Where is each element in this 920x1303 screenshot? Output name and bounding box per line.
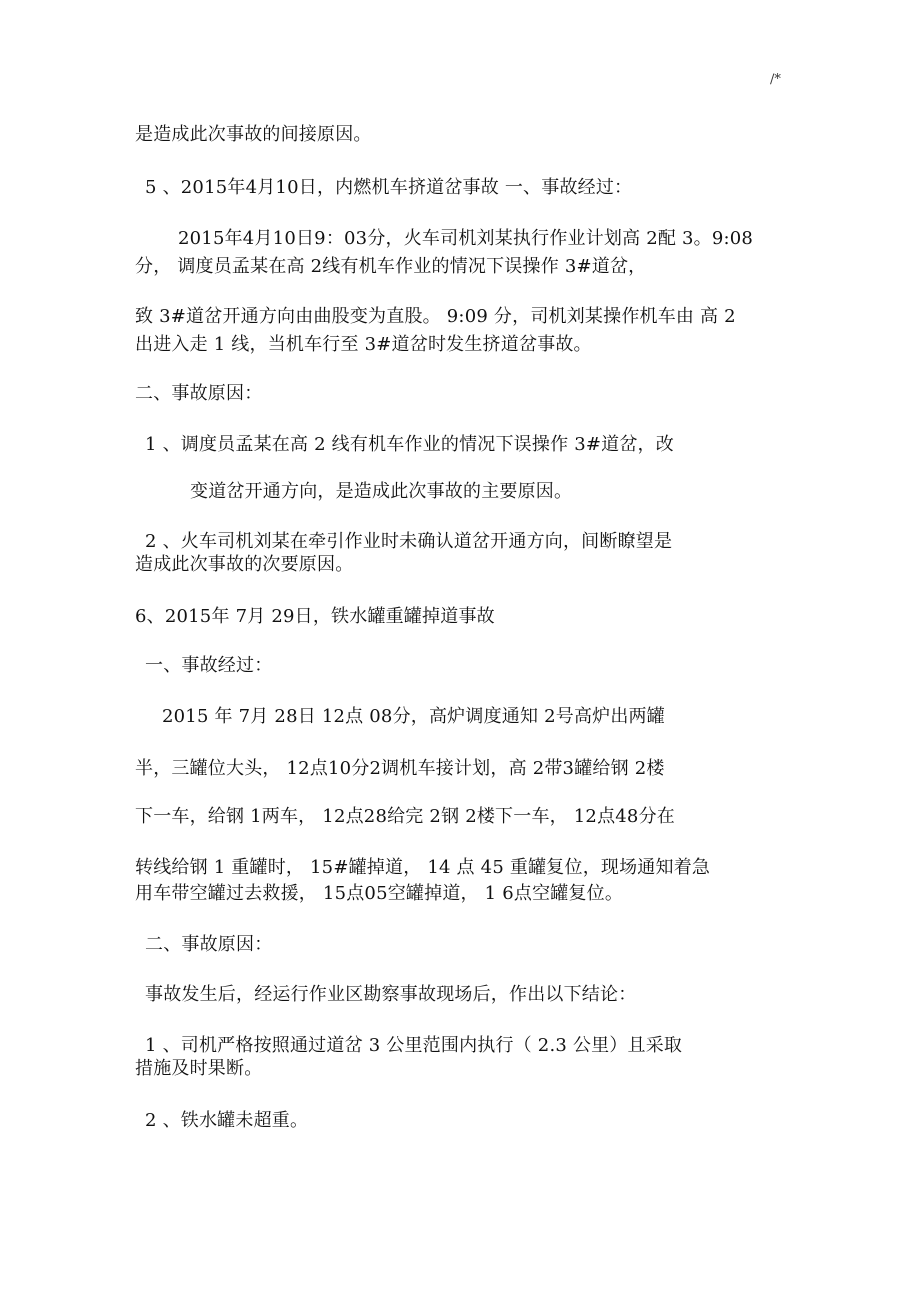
text-line: 变道岔开通方向，是造成此次事故的主要原因。 — [190, 481, 573, 502]
text-line: 下一车，给钢 1两车， 12点28给完 2钢 2楼下一车， 12点48分在 — [135, 806, 675, 827]
subsection-heading: 二、事故原因： — [145, 934, 273, 955]
section-heading: 5 、2015年4月10日，内燃机车挤道岔事故 一、事故经过： — [145, 177, 633, 198]
text-line: 致 3#道岔开通方向由曲股变为直股。 9:09 分，司机刘某操作机车由 高 2 — [135, 306, 736, 327]
list-item: 2 、火车司机刘某在牵引作业时未确认道岔开通方向，间断瞭望是 — [145, 531, 673, 552]
text-line: 分， 调度员孟某在高 2线有机车作业的情况下误操作 3#道岔， — [135, 256, 647, 277]
text-line: 事故发生后，经运行作业区勘察事故现场后，作出以下结论： — [145, 984, 637, 1005]
text-line: 措施及时果断。 — [135, 1058, 263, 1079]
subsection-heading: 一、事故经过： — [145, 655, 273, 676]
text-line: 2015 年 7月 28日 12点 08分，高炉调度通知 2号高炉出两罐 — [162, 706, 665, 727]
section-heading: 6、2015年 7月 29日，铁水罐重罐掉道事故 — [135, 606, 495, 627]
text-line: 2015年4月10日9：03分，火车司机刘某执行作业计划高 2配 3。9:08 — [178, 228, 754, 249]
list-item: 2 、铁水罐未超重。 — [145, 1110, 309, 1131]
subsection-heading: 二、事故原因： — [135, 383, 263, 404]
text-line: 是造成此次事故的间接原因。 — [135, 124, 372, 145]
text-line: 出进入走 1 线，当机车行至 3#道岔时发生挤道岔事故。 — [135, 334, 592, 355]
text-line: 半，三罐位大头， 12点10分2调机车接计划，高 2带3罐给钢 2楼 — [135, 758, 665, 779]
list-item: 1 、司机严格按照通过道岔 3 公里范围内执行（ 2.3 公里）且采取 — [145, 1035, 683, 1056]
corner-mark: /* — [770, 72, 781, 87]
text-line: 转线给钢 1 重罐时， 15#罐掉道， 14 点 45 重罐复位，现场通知着急 — [135, 857, 711, 878]
text-line: 用车带空罐过去救援， 15点05空罐掉道， 1 6点空罐复位。 — [135, 883, 624, 904]
list-item: 1 、调度员孟某在高 2 线有机车作业的情况下误操作 3#道岔，改 — [145, 434, 674, 455]
text-line: 造成此次事故的次要原因。 — [135, 554, 354, 575]
